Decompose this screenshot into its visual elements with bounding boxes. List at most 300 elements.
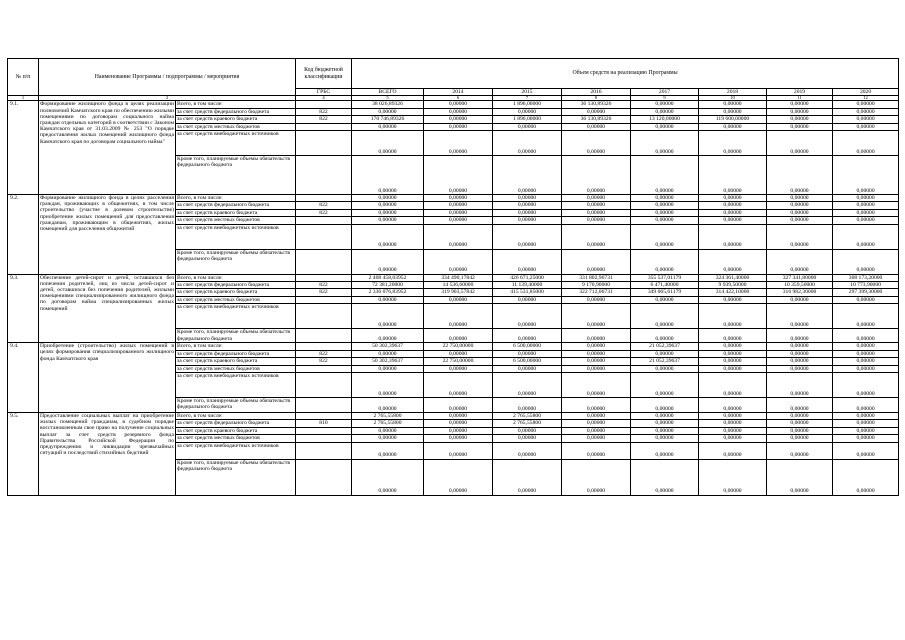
grbs-code — [296, 296, 352, 303]
amount-cell: 0,00000 — [562, 412, 631, 419]
amount-cell: 0,00000 — [631, 217, 699, 224]
amount-cell: 0,00000 — [767, 397, 833, 412]
grbs-code: 822 — [296, 116, 352, 123]
amount-cell: 0,00000 — [424, 420, 493, 427]
funding-source: за счет средств внебюджетных источников — [176, 442, 296, 459]
funding-source: Всего, в том числе: — [176, 412, 296, 419]
amount-cell: 0,00000 — [424, 131, 493, 156]
amount-cell: 0,00000 — [631, 131, 699, 156]
amount-cell: 0,00000 — [424, 442, 493, 459]
amount-cell: 0,00000 — [493, 195, 562, 202]
amount-cell: 415 531,85000 — [493, 289, 562, 296]
amount-cell: 0,00000 — [562, 108, 631, 115]
amount-cell: 0,00000 — [352, 427, 424, 434]
amount-cell: 0,00000 — [631, 224, 699, 249]
amount-cell: 0,00000 — [767, 108, 833, 115]
grbs-code — [296, 131, 352, 156]
amount-cell: 0,00000 — [699, 343, 767, 350]
funding-source: за счет средств местных бюджетов — [176, 217, 296, 224]
funding-source: за счет средств местных бюджетов — [176, 435, 296, 442]
amount-cell: 2 765,55800 — [352, 412, 424, 419]
header-year-2015: 2015 — [493, 89, 562, 96]
amount-cell: 0,00000 — [699, 459, 767, 495]
amount-cell: 14 536,60000 — [424, 282, 493, 289]
column-index: 11 — [767, 96, 833, 101]
amount-cell: 314 422,10000 — [699, 289, 767, 296]
amount-cell: 0,00000 — [493, 365, 562, 372]
funding-source: Всего, в том числе: — [176, 274, 296, 281]
amount-cell: 0,00000 — [352, 459, 424, 495]
amount-cell: 0,00000 — [493, 131, 562, 156]
amount-cell: 0,00000 — [493, 249, 562, 274]
amount-cell: 0,00000 — [767, 296, 833, 303]
grbs-code — [296, 365, 352, 372]
amount-cell: 0,00000 — [424, 412, 493, 419]
amount-cell: 0,00000 — [699, 435, 767, 442]
amount-cell: 0,00000 — [699, 358, 767, 365]
funding-source: за счет средств федерального бюджета — [176, 202, 296, 209]
amount-cell: 0,00000 — [833, 372, 899, 397]
amount-cell: 0,00000 — [352, 442, 424, 459]
amount-cell: 0,00000 — [631, 329, 699, 343]
amount-cell: 0,00000 — [833, 435, 899, 442]
row-number: 9.4. — [8, 343, 39, 413]
funding-source: Всего, в том числе: — [176, 101, 296, 108]
amount-cell: 0,00000 — [493, 372, 562, 397]
grbs-code — [296, 217, 352, 224]
amount-cell: 0,00000 — [833, 397, 899, 412]
amount-cell: 0,00000 — [352, 435, 424, 442]
amount-cell: 0,00000 — [631, 435, 699, 442]
amount-cell: 0,00000 — [493, 156, 562, 195]
amount-cell: 0,00000 — [699, 249, 767, 274]
amount-cell: 0,00000 — [767, 116, 833, 123]
table-row — [8, 274, 899, 281]
amount-cell: 0,00000 — [562, 420, 631, 427]
grbs-code — [296, 195, 352, 202]
amount-cell: 0,00000 — [631, 459, 699, 495]
column-index: 12 — [833, 96, 899, 101]
funding-source: за счет средств внебюджетных источников — [176, 131, 296, 156]
amount-cell: 0,00000 — [699, 365, 767, 372]
amount-cell: 0,00000 — [424, 296, 493, 303]
amount-cell: 0,00000 — [424, 435, 493, 442]
column-index: 7 — [493, 96, 562, 101]
amount-cell: 21 052,39637 — [631, 358, 699, 365]
amount-cell: 0,00000 — [699, 397, 767, 412]
amount-cell: 0,00000 — [767, 209, 833, 216]
amount-cell: 0,00000 — [562, 459, 631, 495]
amount-cell: 297 399,30000 — [833, 289, 899, 296]
funding-source: за счет средств внебюджетных источников — [176, 304, 296, 329]
amount-cell: 0,00000 — [562, 296, 631, 303]
amount-cell: 0,00000 — [631, 296, 699, 303]
header-year-2019: 2019 — [767, 89, 833, 96]
amount-cell: 0,00000 — [424, 217, 493, 224]
funding-source: Всего, в том числе: — [176, 195, 296, 202]
amount-cell: 349 065,61179 — [631, 289, 699, 296]
header-year-2018: 2018 — [699, 89, 767, 96]
amount-cell: 0,00000 — [562, 372, 631, 397]
grbs-code — [296, 343, 352, 350]
amount-cell: 36 130,89326 — [562, 116, 631, 123]
amount-cell: 0,00000 — [562, 442, 631, 459]
amount-cell: 0,00000 — [352, 350, 424, 357]
amount-cell: 0,00000 — [424, 249, 493, 274]
amount-cell: 0,00000 — [493, 427, 562, 434]
amount-cell: 0,00000 — [493, 224, 562, 249]
amount-cell: 355 537,01179 — [631, 274, 699, 281]
header-year-2017: 2017 — [631, 89, 699, 96]
amount-cell: 0,00000 — [562, 209, 631, 216]
amount-cell: 0,00000 — [833, 131, 899, 156]
grbs-code — [296, 123, 352, 130]
amount-cell: 0,00000 — [352, 224, 424, 249]
header-year-2014: 2014 — [424, 89, 493, 96]
amount-cell: 0,00000 — [631, 442, 699, 459]
amount-cell: 38 026,89326 — [352, 101, 424, 108]
amount-cell: 0,00000 — [562, 350, 631, 357]
funding-source: Кроме того, планируемые объемы обязательств федерального бюджета — [176, 329, 296, 343]
amount-cell: 0,00000 — [631, 420, 699, 427]
row-number: 9.1. — [8, 101, 39, 195]
amount-cell: 0,00000 — [767, 156, 833, 195]
amount-cell: 22 750,00000 — [424, 358, 493, 365]
grbs-code: 822 — [296, 350, 352, 357]
amount-cell: 0,00000 — [631, 365, 699, 372]
grbs-code: 810 — [296, 420, 352, 427]
amount-cell: 0,00000 — [767, 123, 833, 130]
amount-cell: 0,00000 — [699, 329, 767, 343]
amount-cell: 0,00000 — [767, 459, 833, 495]
amount-cell: 0,00000 — [424, 209, 493, 216]
funding-source: за счет средств краевого бюджета — [176, 209, 296, 216]
amount-cell: 0,00000 — [424, 108, 493, 115]
amount-cell: 0,00000 — [352, 329, 424, 343]
column-index: 8 — [562, 96, 631, 101]
amount-cell: 0,00000 — [699, 372, 767, 397]
amount-cell: 0,00000 — [833, 459, 899, 495]
amount-cell: 9 939,50000 — [699, 282, 767, 289]
funding-source: за счет средств местных бюджетов — [176, 365, 296, 372]
grbs-code — [296, 274, 352, 281]
amount-cell: 0,00000 — [562, 427, 631, 434]
amount-cell: 0,00000 — [699, 420, 767, 427]
amount-cell: 6 500,00000 — [493, 358, 562, 365]
measure-description: Приобретение (строительство) жилых помещений в целях формирования специализированного жилищного фонда Камчатского края — [39, 343, 176, 413]
column-index: 6 — [424, 96, 493, 101]
amount-cell: 0,00000 — [352, 156, 424, 195]
amount-cell: 2 765,55800 — [352, 420, 424, 427]
amount-cell: 0,00000 — [424, 372, 493, 397]
column-index: 9 — [631, 96, 699, 101]
amount-cell: 0,00000 — [562, 343, 631, 350]
funding-source: за счет средств местных бюджетов — [176, 123, 296, 130]
amount-cell: 0,00000 — [699, 442, 767, 459]
grbs-code — [296, 459, 352, 495]
grbs-code — [296, 224, 352, 249]
funding-source: за счет средств федерального бюджета — [176, 282, 296, 289]
amount-cell: 0,00000 — [767, 442, 833, 459]
amount-cell: 0,00000 — [562, 329, 631, 343]
grbs-code — [296, 329, 352, 343]
row-number: 9.5. — [8, 412, 39, 495]
funding-source: за счет средств местных бюджетов — [176, 296, 296, 303]
funding-source: Кроме того, планируемые объемы обязательств федерального бюджета — [176, 397, 296, 412]
amount-cell: 0,00000 — [833, 195, 899, 202]
amount-cell: 0,00000 — [562, 217, 631, 224]
table-row — [8, 195, 899, 202]
amount-cell: 0,00000 — [424, 116, 493, 123]
funding-source: за счет средств внебюджетных источников — [176, 224, 296, 249]
funding-source: за счет средств внебюджетных источников — [176, 372, 296, 397]
amount-cell: 2 336 076,83952 — [352, 289, 424, 296]
measure-description: Обеспечение детей-сирот и детей, оставшихся без попечения родителей, лиц из числа детей-сирот и детей, оставшихся без попечения родителей, жилыми помещениями специализированного жилищного фонда по договорам найма специализированных жилых помещений — [39, 274, 176, 343]
grbs-code: 822 — [296, 202, 352, 209]
amount-cell: 319 903,57842 — [424, 289, 493, 296]
column-index: 4 — [296, 96, 352, 101]
amount-cell: 426 671,25000 — [493, 274, 562, 281]
amount-cell: 0,00000 — [833, 329, 899, 343]
amount-cell: 0,00000 — [352, 397, 424, 412]
amount-cell: 0,00000 — [493, 209, 562, 216]
amount-cell: 0,00000 — [493, 442, 562, 459]
amount-cell: 0,00000 — [833, 412, 899, 419]
amount-cell: 0,00000 — [767, 202, 833, 209]
amount-cell: 0,00000 — [352, 131, 424, 156]
column-index: 2 — [39, 96, 296, 101]
amount-cell: 0,00000 — [699, 123, 767, 130]
amount-cell: 0,00000 — [833, 249, 899, 274]
amount-cell: 0,00000 — [631, 397, 699, 412]
funding-source: Кроме того, планируемые объемы обязательств федерального бюджета — [176, 459, 296, 495]
amount-cell: 0,00000 — [833, 217, 899, 224]
amount-cell: 0,00000 — [699, 195, 767, 202]
table-row — [8, 101, 899, 108]
amount-cell: 0,00000 — [631, 304, 699, 329]
grbs-code — [296, 442, 352, 459]
amount-cell: 6 471,40000 — [631, 282, 699, 289]
amount-cell: 0,00000 — [767, 372, 833, 397]
amount-cell: 13 120,00000 — [631, 116, 699, 123]
amount-cell: 0,00000 — [767, 304, 833, 329]
amount-cell: 11 139,40000 — [493, 282, 562, 289]
table-body — [8, 101, 899, 495]
amount-cell: 0,00000 — [562, 156, 631, 195]
amount-cell: 0,00000 — [493, 329, 562, 343]
amount-cell: 0,00000 — [767, 249, 833, 274]
amount-cell: 0,00000 — [767, 224, 833, 249]
amount-cell: 0,00000 — [767, 420, 833, 427]
amount-cell: 0,00000 — [562, 224, 631, 249]
amount-cell: 0,00000 — [631, 202, 699, 209]
amount-cell: 0,00000 — [833, 108, 899, 115]
amount-cell: 0,00000 — [767, 101, 833, 108]
amount-cell: 0,00000 — [699, 217, 767, 224]
measure-description: Предоставление социальных выплат на приобретение жилых помещений гражданам, в судебном порядке восстановленным свое право на получение социальных выплат за счет средств резервного фонда Правительства Российской Федерации по предупреждению и ликвидации чрезвычайных ситуаций и последствий стихийных бедствий — [39, 412, 176, 495]
amount-cell: 0,00000 — [833, 101, 899, 108]
funding-source: Кроме того, планируемые объемы обязательств федерального бюджета — [176, 249, 296, 274]
amount-cell: 0,00000 — [562, 202, 631, 209]
amount-cell: 6 500,00000 — [493, 343, 562, 350]
amount-cell: 0,00000 — [352, 202, 424, 209]
amount-cell: 0,00000 — [631, 101, 699, 108]
amount-cell: 0,00000 — [833, 202, 899, 209]
amount-cell: 0,00000 — [493, 304, 562, 329]
funding-source: за счет средств федерального бюджета — [176, 350, 296, 357]
table-row — [8, 412, 899, 419]
amount-cell: 0,00000 — [699, 427, 767, 434]
amount-cell: 0,00000 — [767, 365, 833, 372]
amount-cell: 0,00000 — [562, 304, 631, 329]
amount-cell: 0,00000 — [767, 427, 833, 434]
header-name: Наименование Программы / подпрограммы / мероприятия — [39, 59, 296, 96]
amount-cell: 2 765,55800 — [493, 420, 562, 427]
amount-cell: 0,00000 — [562, 358, 631, 365]
funding-source: за счет средств краевого бюджета — [176, 116, 296, 123]
amount-cell: 0,00000 — [833, 365, 899, 372]
amount-cell: 0,00000 — [424, 350, 493, 357]
grbs-code — [296, 304, 352, 329]
amount-cell: 22 750,00000 — [424, 343, 493, 350]
grbs-code: 822 — [296, 108, 352, 115]
amount-cell: 0,00000 — [699, 209, 767, 216]
amount-cell: 0,00000 — [493, 217, 562, 224]
amount-cell: 0,00000 — [352, 249, 424, 274]
amount-cell: 0,00000 — [562, 131, 631, 156]
amount-cell: 0,00000 — [424, 397, 493, 412]
amount-cell: 1 896,00000 — [493, 116, 562, 123]
amount-cell: 0,00000 — [767, 358, 833, 365]
amount-cell: 0,00000 — [631, 412, 699, 419]
amount-cell: 119 600,00000 — [699, 116, 767, 123]
row-number: 9.2. — [8, 195, 39, 275]
amount-cell: 316 982,30000 — [767, 289, 833, 296]
amount-cell: 0,00000 — [699, 108, 767, 115]
amount-cell: 2 408 458,03952 — [352, 274, 424, 281]
amount-cell: 170 746,89326 — [352, 116, 424, 123]
grbs-code: 822 — [296, 358, 352, 365]
amount-cell: 0,00000 — [833, 442, 899, 459]
funding-source: за счет средств федерального бюджета — [176, 420, 296, 427]
amount-cell: 72 381,20000 — [352, 282, 424, 289]
amount-cell: 0,00000 — [767, 217, 833, 224]
amount-cell: 327 341,80000 — [767, 274, 833, 281]
amount-cell: 0,00000 — [699, 412, 767, 419]
amount-cell: 0,00000 — [424, 101, 493, 108]
grbs-code — [296, 427, 352, 434]
amount-cell: 0,00000 — [699, 224, 767, 249]
amount-cell: 50 302,39637 — [352, 358, 424, 365]
amount-cell: 0,00000 — [699, 202, 767, 209]
amount-cell: 0,00000 — [631, 372, 699, 397]
amount-cell: 0,00000 — [424, 427, 493, 434]
funding-source: за счет средств краевого бюджета — [176, 427, 296, 434]
amount-cell: 10 359,50000 — [767, 282, 833, 289]
amount-cell: 0,00000 — [352, 209, 424, 216]
header-volume: Объем средств на реализацию Программы — [352, 59, 899, 89]
amount-cell: 0,00000 — [493, 435, 562, 442]
amount-cell: 0,00000 — [767, 343, 833, 350]
amount-cell: 1 896,00000 — [493, 101, 562, 108]
amount-cell: 0,00000 — [631, 427, 699, 434]
amount-cell: 0,00000 — [833, 224, 899, 249]
amount-cell: 334 490,17842 — [424, 274, 493, 281]
amount-cell: 0,00000 — [767, 350, 833, 357]
column-index: 1 — [8, 96, 39, 101]
amount-cell: 0,00000 — [833, 304, 899, 329]
grbs-code — [296, 156, 352, 195]
table-row — [8, 343, 899, 350]
amount-cell: 0,00000 — [562, 195, 631, 202]
measure-description: Формирование жилищного фонда в целях расселения граждан, проживающих в общежитиях, в том числе строительство (участие в долевом строительстве) приобретение жилых помещений для предоставления гражданам, проживающим в общежитиях, жилых помещений для расселения общежитий — [39, 195, 176, 275]
amount-cell: 0,00000 — [699, 350, 767, 357]
grbs-code — [296, 435, 352, 442]
amount-cell: 0,00000 — [424, 365, 493, 372]
grbs-code: 822 — [296, 289, 352, 296]
funding-source: Всего, в том числе: — [176, 343, 296, 350]
amount-cell: 0,00000 — [833, 350, 899, 357]
amount-cell: 0,00000 — [493, 296, 562, 303]
amount-cell: 0,00000 — [493, 459, 562, 495]
amount-cell: 0,00000 — [424, 224, 493, 249]
grbs-code — [296, 412, 352, 419]
amount-cell: 0,00000 — [493, 397, 562, 412]
amount-cell: 331 802,96731 — [562, 274, 631, 281]
grbs-code — [296, 397, 352, 412]
amount-cell: 0,00000 — [631, 156, 699, 195]
amount-cell: 0,00000 — [699, 296, 767, 303]
amount-cell: 0,00000 — [767, 131, 833, 156]
amount-cell: 0,00000 — [562, 397, 631, 412]
column-index: 5 — [352, 96, 424, 101]
amount-cell: 0,00000 — [562, 249, 631, 274]
amount-cell: 0,00000 — [562, 365, 631, 372]
amount-cell: 0,00000 — [352, 296, 424, 303]
amount-cell: 0,00000 — [833, 116, 899, 123]
header-year-2020: 2020 — [833, 89, 899, 96]
amount-cell: 36 130,89326 — [562, 101, 631, 108]
amount-cell: 0,00000 — [767, 412, 833, 419]
amount-cell: 0,00000 — [833, 209, 899, 216]
grbs-code: 822 — [296, 209, 352, 216]
amount-cell: 0,00000 — [833, 420, 899, 427]
amount-cell: 2 765,55800 — [493, 412, 562, 419]
header-grbs: ГРБС — [296, 89, 352, 96]
document-sheet — [7, 58, 898, 496]
amount-cell: 0,00000 — [424, 329, 493, 343]
amount-cell: 21 052,39637 — [631, 343, 699, 350]
header-year-total: ВСЕГО — [352, 89, 424, 96]
amount-cell: 0,00000 — [424, 195, 493, 202]
amount-cell: 308 173,20000 — [833, 274, 899, 281]
funding-source: за счет средств краевого бюджета — [176, 358, 296, 365]
amount-cell: 0,00000 — [699, 304, 767, 329]
amount-cell: 0,00000 — [833, 296, 899, 303]
amount-cell: 0,00000 — [424, 459, 493, 495]
amount-cell: 0,00000 — [833, 427, 899, 434]
amount-cell: 0,00000 — [631, 123, 699, 130]
grbs-code: 822 — [296, 282, 352, 289]
amount-cell: 0,00000 — [767, 435, 833, 442]
amount-cell: 0,00000 — [424, 202, 493, 209]
measure-description: Формирование жилищного фонда в целях реализации полномочий Камчатского края по обеспечению жилыми помещениями по договорам социального найма граждан отдельных категорий в соответствии с Законом Камчатского края от 31.03.2009 № 253 "О порядке предоставления жилых помещений жилищного фонда Камчатского края по договорам социального найма" — [39, 101, 176, 195]
amount-cell: 0,00000 — [699, 156, 767, 195]
amount-cell: 0,00000 — [352, 195, 424, 202]
funding-source: Кроме того, планируемые объемы обязательств федерального бюджета — [176, 156, 296, 195]
amount-cell: 0,00000 — [631, 195, 699, 202]
amount-cell: 0,00000 — [699, 131, 767, 156]
